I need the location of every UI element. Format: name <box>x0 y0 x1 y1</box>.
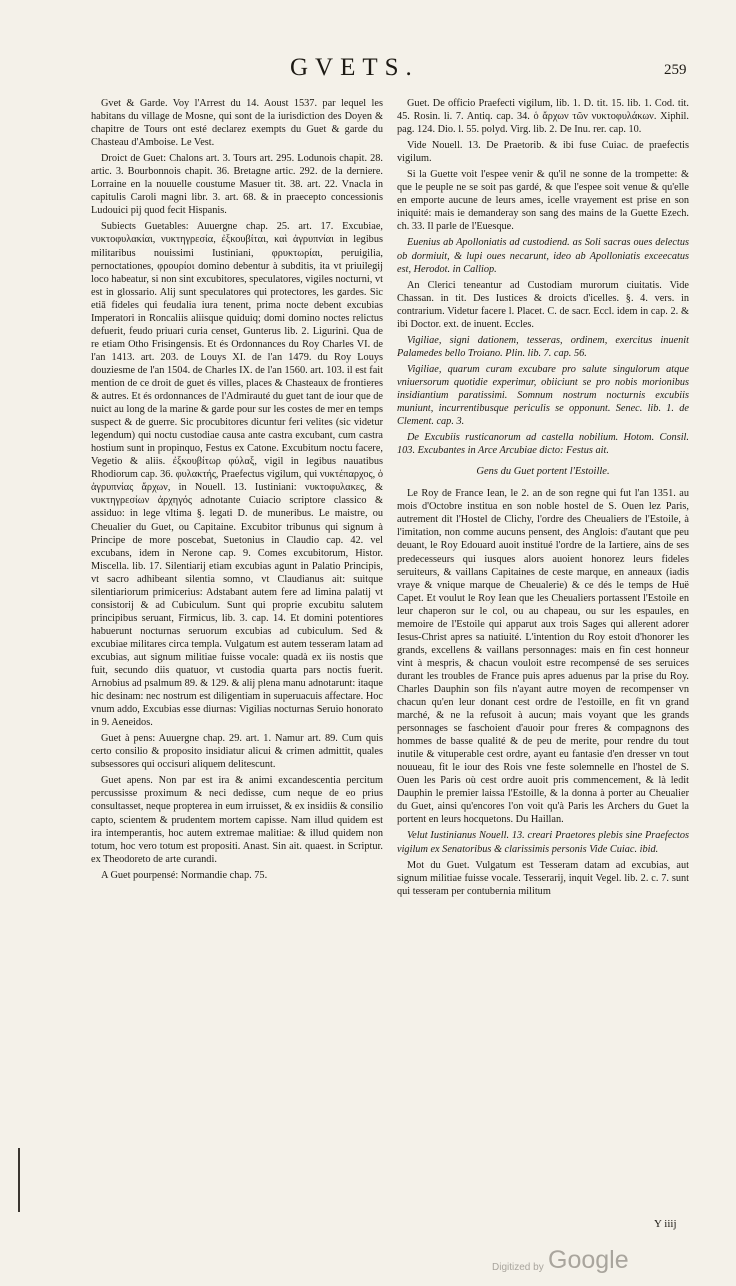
page-number: 259 <box>664 62 687 78</box>
page-header <box>0 54 736 88</box>
paragraph: Vigiliae, quarum curam excubare pro salute singulorum atque vniuersorum quotidie experimur, obiiciunt se pro nobis morionibus insidiantium paratissimi. Somnum nostrum nocturnis excubiis muniunt, incurrentibusque periculis se opponunt. Senec. lib. 1. de Clement. cap. 3. <box>397 363 689 428</box>
section-heading: Gens du Guet portent l'Estoille. <box>476 466 610 478</box>
signature-mark: Y iiij <box>654 1218 677 1230</box>
paragraph: Vigiliae, signi dationem, tesseras, ordinem, exercitus inuenit Palamedes bello Troiano. Plin. lib. 7. cap. 56. <box>397 334 689 359</box>
right-column <box>397 97 689 901</box>
paragraph: De Excubiis rusticanorum ad castella nobilium. Hotom. Consil. 103. Excubantes in Arce Arcubiae dicto: Festus ait. <box>397 432 689 457</box>
running-title: GVETS. <box>290 54 419 81</box>
margin-line <box>18 1148 20 1212</box>
paragraph: Guet. De officio Praefecti vigilum, lib. 1. D. tit. 15. lib. 1. Cod. tit. 45. Rosin. li. 7. Antiq. cap. 34. ὁ ἄρχων τῶν νυκτοφυλάκων. Xiphil. pag. 124. Dio. l. 55. polyd. Virg. lib. 2. De Inu. rer. cap. 10. <box>397 98 689 136</box>
paragraph: Mot du Guet. Vulgatum est Tesseram datam ad excubias, aut signum militiae fuisse vocale. Tesserarij, inquit Vegel. lib. 2. c. 7. sunt qui tesseram per contubernia militum <box>397 859 689 897</box>
paragraph: An Clerici teneantur ad Custodiam murorum ciuitatis. Vide Chassan. in tit. Des Iustices & droicts d'icelles. §. 4. vers. in contrarium. Videtur facere l. Placet. C. de sacr. Eccl. idem in cap. 2. & ibi Doctor. ext. de inuent. Eccles. <box>397 279 689 330</box>
left-column <box>91 97 383 885</box>
paragraph: Si la Guette voit l'espee venir & qu'il ne sonne de la trompette: & que le peuple ne se soit pas gardé, & que l'espee soit venue & qu'elle en emporte aucune de leurs ames, icelle vrayement est prise en son iniquité: mais ie demanderay son sang des mains de la Guette Ezech. ch. 33. Il parle de l'Euesque. <box>397 169 689 233</box>
paragraph: Le Roy de France Iean, le 2. an de son regne qui fut l'an 1351. au mois d'Octobre institua en son noble hostel de S. Ouen lez Paris, autrement dit l'Hostel de Clichy, l'ordre des Cheualiers de l'Estoile, à l'imitation, non comme aucuns pensent, des Anglois: d'autant que peu deuant, le Roy Edouard auoit institué l'ordre de la Iartiere, ains de ses predecesseurs qui iusques alors auoient honorez leurs fideles seruiteurs, & vaillans Capitaines de ceste marque, en anneaux (iadis vraye & vnique marque de Cheualerie) & ce dés le temps de Huë Capet. Et voulut le Roy Iean que les Cheualiers portassent l'Estoile en leur chaperon sur le col, ou au chapeau, ou sur les espaules, en memoire de l'Estoile qui apparut aux trois Sages qui allerent adorer Iesus-Christ apres sa natiuité. L'intention du Roy estoit d'honorer les grands, excellens & vaillans personnages: mais en fin cest honneur vint à mespris, & chacun vouloit estre recompensé de ses seruices durant les troubles de France puis apres aduenus par la prise du Roy. Charles Dauphin son fils n'ayant autre moyen de recompenser vn chacun qu'en leur donant cest ordre de l'estoille, en fit vn grand marché, & ne la refusoit à aucun; mais voyant que les grands personnages se faschoient d'auoir pour freres & compagnons des hommes de basse qualité & de peu de merite, pour rendre du tout inutile & vituperable cest ordre, ayant eu fantasie d'en dresser vn tout nouueau, fit le iour des Rois vne feste solemnelle en l'hostel de S. Ouen les Paris où cest ordre auoit pris commencement, & là ledit Dauphin le premier laissa l'Estoille, & la donna à porter au Cheualier du Guet, ainsi qu'encores l'on voit qu'à Paris les Archers du Guet la portent en leurs hocquetons. Du Haillan. <box>397 488 689 826</box>
paragraph: Euenius ab Apolloniatis ad custodiend. as Soli sacras oues delectus ob dormiuit, & lupi oues necarunt, ideo ab Apolloniatis exceecatus est, Herodot. in Calliop. <box>397 237 689 275</box>
paragraph: Subiects Guetables: Auuergne chap. 25. art. 17. Excubiae, νυκτοφυλακίαι, νυκτηγρεσία, ἐξκουβίται, καὶ ἀγρυπνίαι in legibus militaribus nouissimi Iustiniani, φρυκτωρίαι, peruigilia, pernoctationes, φρουρίοι domino debentur à subditis, ita vt priuilegij loco habeatur, si non sint excubitores, speculatores, vigiles nocturni, vt est in glossario. Alij sunt speculatores qui protectores, les gardes. Sic etiā fideles qui feudalia iura tenent, prima nocte debent excubias Imperatori in Roncaliis aliisque quiduiq; domi domino noctes relictus defuerit, feudo priuari curia censet, Gunterus lib. 2. Ligurini. Qua de re etiam Otho Frisingensis. Et és Ordonnances du Roy Charles VI. de l'an 1413. art. 203. de Louys XI. de l'an 1479. du Roy Louys douziesme de l'an 1504. de Charles IX. de l'an 1560. art. 103. il est fait mention de ce droit de guet és villes, places & Chasteaux de frontieres & autres. Et és ordonnances de l'Admirauté du guet tant de iour que de nuict au long de la marine & garde pour sur les costes de mer en temps suspect & de guerre. Sic procubitores dicuntur feri velites (sic videtur legendum) qui noctu custodiae causa ante castra excubant, cum castra hostium sunt in propinquo, Festus ex Catone. Excubitum noctu facere, Vegetio & aliis. ἐξκουβίτωρ φύλαξ, vigil in legibus nauatibus Rhodiorum cap. 36. φυλακτής, Praefectus vigilum, qui νυκτέπαρχος, ὁ ἀγρυπνίας ἄρχων, in Nouell. 13. Iustiniani: νυκτοφυλακες, & νυκτηγρεσίων ἀρχηγός adnotante Cuiacio scriptore classico & assiduo: in lege vltima §. legati D. de muneribus. Le maistre, ou Cheualier du Guet, ou Capitaine. Excubitor tribunus qui signum à Principe de more poscebat, Suetonius in Claudio cap. 42. vel excubans, idem in Nerone cap. 9. Comes excubitorum, Histor. Miscella. lib. 17. Silentiarij etiam excubias agunt in Palatio Principis, vt sacro adhibeant silentia somno, vt Claudianus ait: suitque silentiariorum primicerius: Adstabant autem fere ad limina palatij vt consistorij & ad Cubiculum. Sunt qui proprie excubitu salutem principibus seruant, Firmicus, lib. 3. cap. 14. Et domini potentiores habuerunt nocturnas seruorum excubias ad cubiculum. Sed & excubiae militares circa templa. Vulgatum est autem tesseram latam ad excubias, aut signum militiae fuisse vocale: quadà ex iis nostis que fuit, secundo diis quatuor, vt custodia quarta pars noctis fuerit. Arnobius ad psalmum 89. & 129. & alij plena manu adnotarunt: itaque hic desinam: nec nostrum est diligentiam in superuacuis affectare. Hoc vnum addo, Excubias esse diurnas: Vigilias nocturnas Seruio honorato in 9. Aeneidos. <box>91 221 383 729</box>
paragraph: Droict de Guet: Chalons art. 3. Tours art. 295. Lodunois chapit. 28. artic. 3. Bourbonnois chapit. 36. Bretagne artic. 292. de la derniere. Lorraine en la nouuelle coustume Masuer tit. 38. art. 22. Vnacla in capitulis Caroli magni libr. 3. art. 68. & in praecepto concessionis Ludouici pij quod fecit Hispanis. <box>91 153 383 217</box>
paragraph: Gvet & Garde. Voy l'Arrest du 14. Aoust 1537. par lequel les habitans du village de Mosne, qui sont de la iurisdiction des Doyen & chapitre de Tours ont esté declarez exempts du Guet & garde du Chasteau d'Amboise. Le Vest. <box>91 98 383 149</box>
paragraph: Velut Iustinianus Nouell. 13. creari Praetores plebis sine Praefectos vigilum ex Senatoribus & clarissimis personis Vide Cuiac. ibid. <box>397 830 689 855</box>
paragraph: Vide Nouell. 13. De Praetorib. & ibi fuse Cuiac. de praefectis vigilum. <box>397 140 689 165</box>
google-logo: Google <box>548 1246 629 1274</box>
paragraph: Guet apens. Non par est ira & animi excandescentia percitum percussisse proximum & neci dedisse, cum neque de eo prius consultasset, neque propterea in eum irruisset, & ex insidiis & consilio capto, scientem & prudentem mortem capisse. Nam illud quidem est ira intemperantis, hoc autem extremae malitiae: & illud quidem non totum, hoc vero totum est propositi. Anast. Sin ait. quaest. in Scriptur. ex Theodoreto de arte curandi. <box>91 775 383 865</box>
paragraph: Guet à pens: Auuergne chap. 29. art. 1. Namur art. 89. Cum quis certo consilio & proposito insidiatur alicui & crimen admittit, quales subsessores qui occisuri aliquem delitescunt. <box>91 733 383 771</box>
watermark-small-text: Digitized by <box>492 1262 544 1273</box>
paragraph: A Guet pourpensé: Normandie chap. 75. <box>101 869 268 881</box>
